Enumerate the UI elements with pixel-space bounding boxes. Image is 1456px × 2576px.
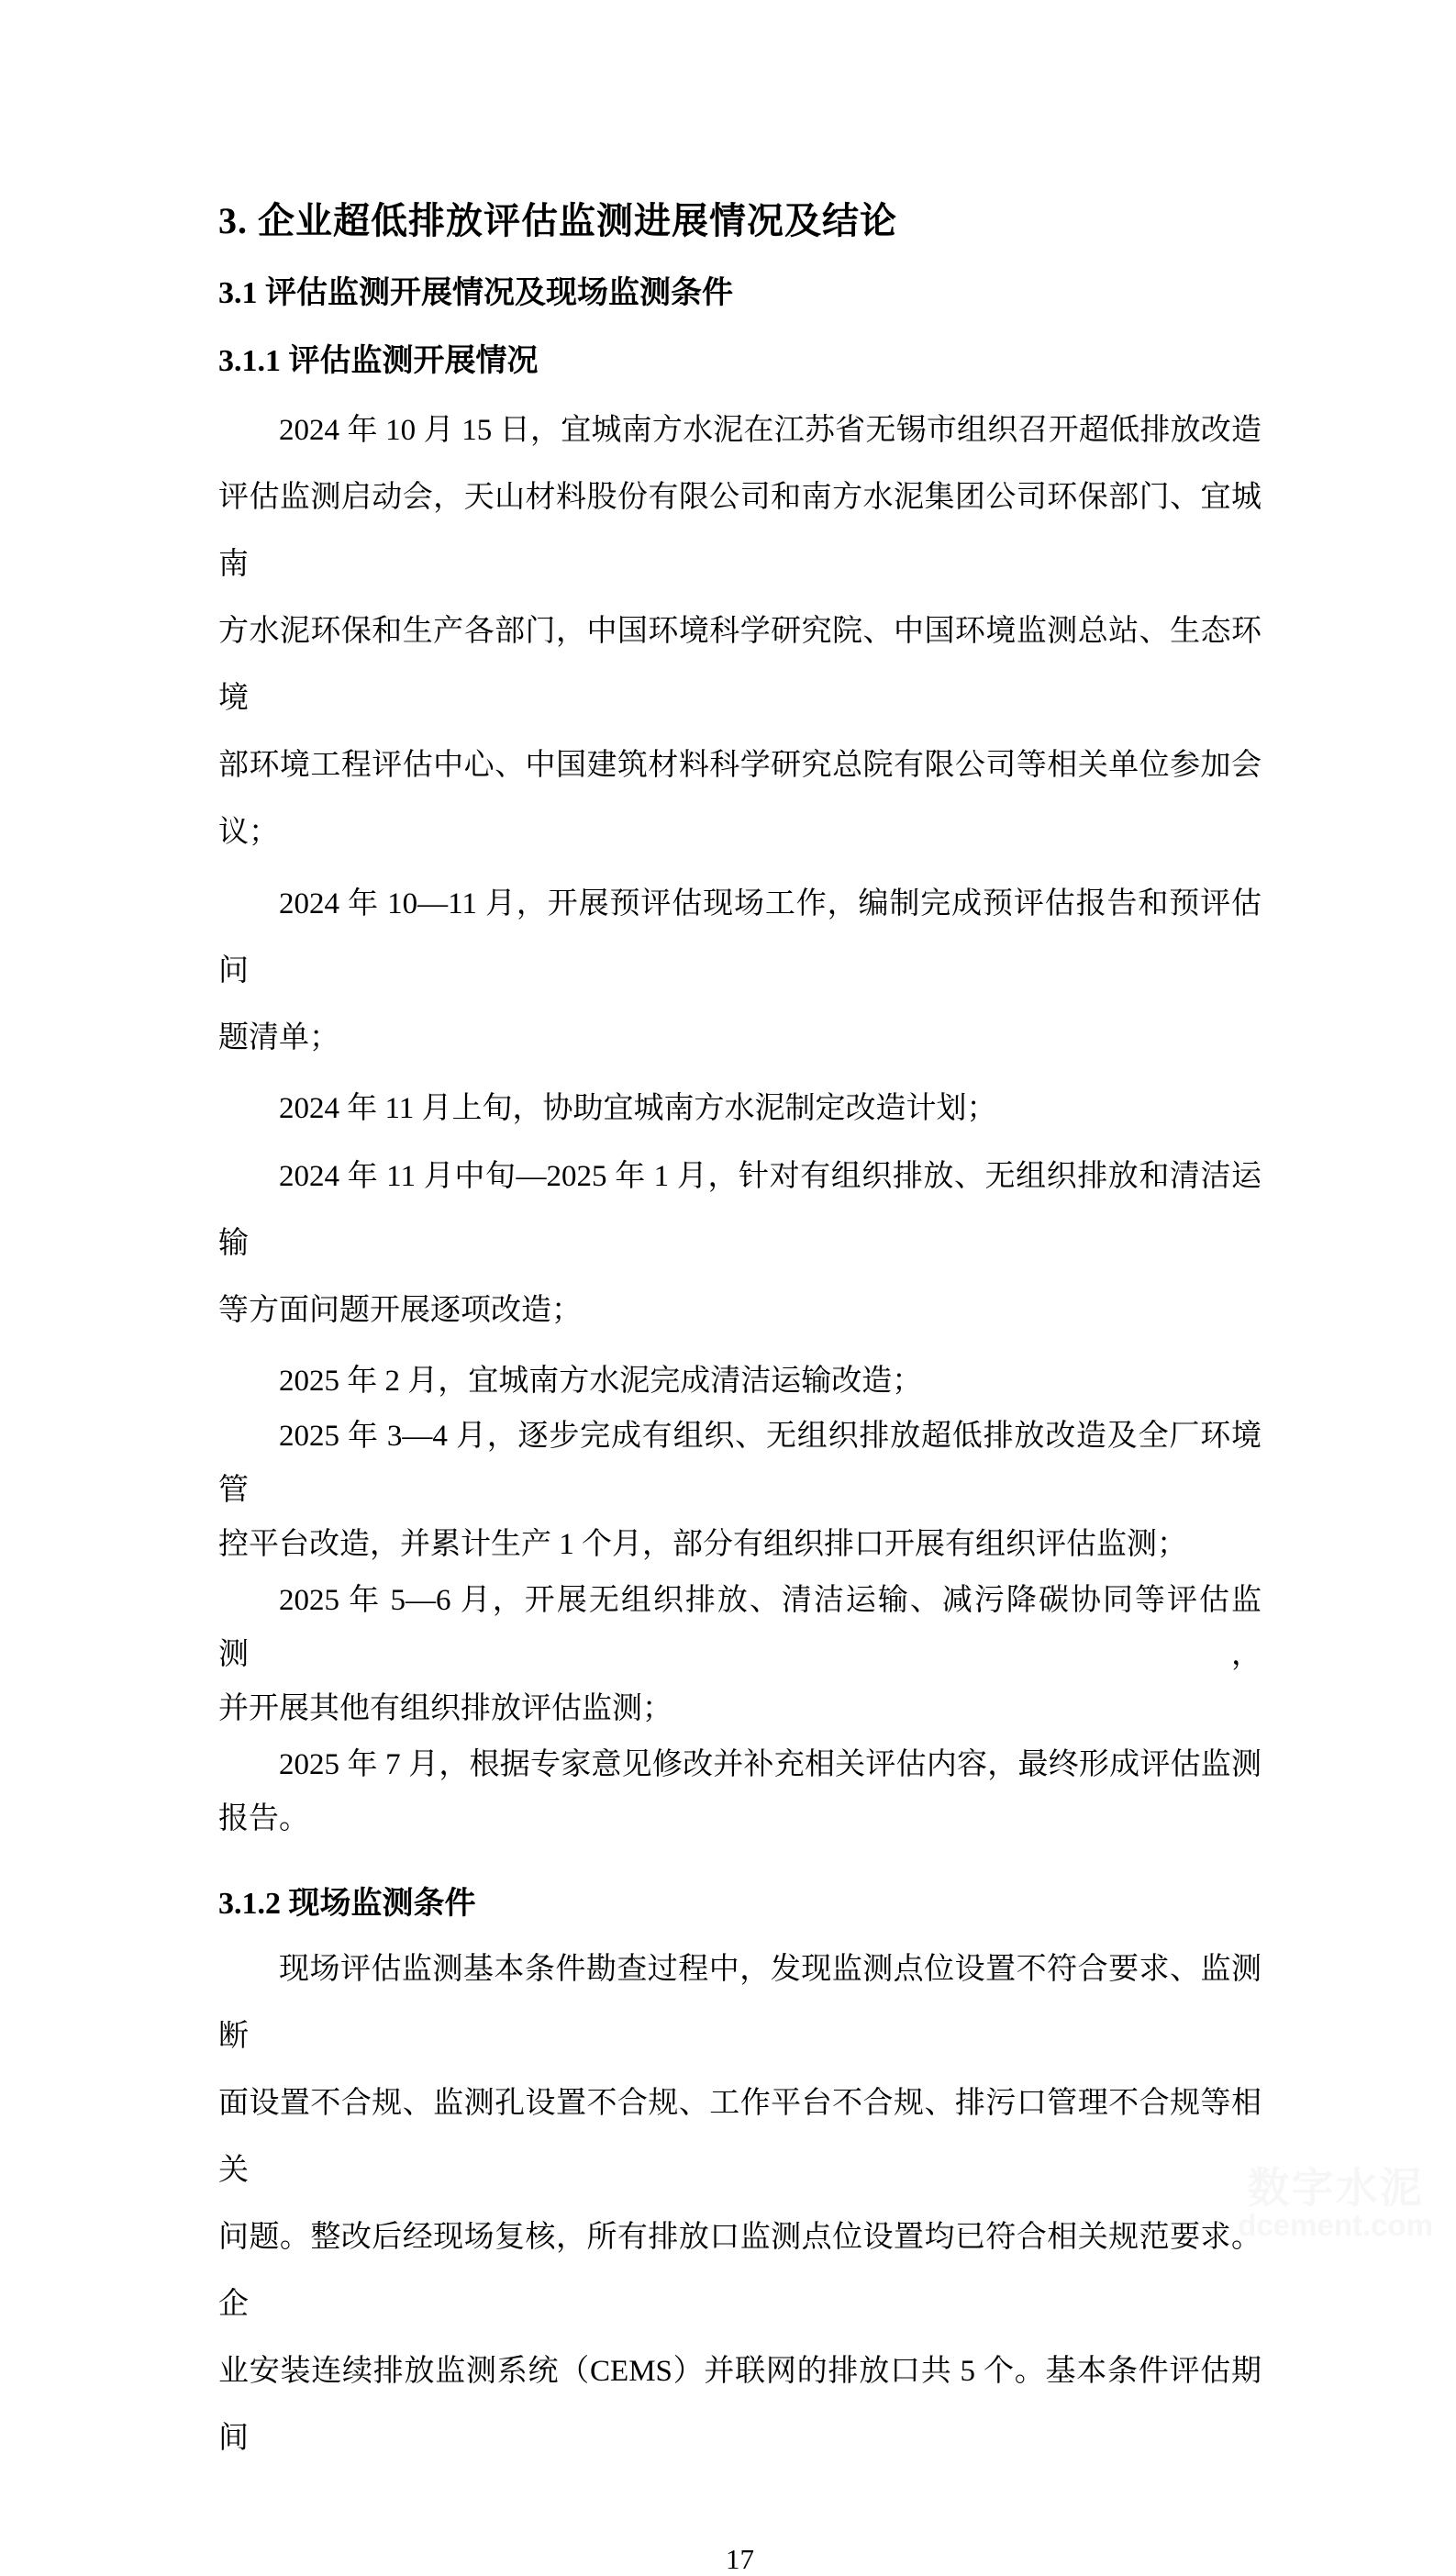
- text-line: 部环境工程评估中心、中国建筑材料科学研究总院有限公司等相关单位参加会: [218, 749, 1261, 782]
- text-line: 2024 年 11 月上旬，协助宜城南方水泥制定改造计划；: [279, 1092, 997, 1125]
- text-line: 面设置不合规、监测孔设置不合规、工作平台不合规、排污口管理不合规等相关: [218, 2087, 1261, 2187]
- paragraph-renovation-plan: [218, 1076, 1261, 1143]
- section-heading-3-1: 3.1 评估监测开展情况及现场监测条件: [218, 276, 733, 310]
- text-line: 2025 年 2 月，宜城南方水泥完成清洁运输改造；: [279, 1365, 923, 1398]
- text-line: 2024 年 11 月中旬—2025 年 1 月，针对有组织排放、无组织排放和清洁运输: [218, 1160, 1261, 1260]
- text-line: 控平台改造，并累计生产 1 个月，部分有组织排口开展有组织评估监测；: [218, 1528, 1187, 1561]
- paragraph-final-report: [218, 1738, 1261, 1846]
- text-line: 题清单；: [218, 1021, 339, 1054]
- text-line: 业安装连续排放监测系统（CEMS）并联网的排放口共 5 个。基本条件评估期间: [218, 2355, 1261, 2455]
- text-line: 议；: [218, 816, 279, 849]
- page-number: 17: [726, 2543, 754, 2575]
- document-page: [0, 199, 1456, 2575]
- text-line: 报告。: [218, 1802, 309, 1835]
- text-line: 等方面问题开展逐项改造；: [218, 1294, 582, 1327]
- paragraph-site-conditions: [218, 1936, 1261, 2472]
- paragraph-kickoff-meeting: [218, 397, 1261, 866]
- text-line: 2025 年 3—4 月，逐步完成有组织、无组织排放超低排放改造及全厂环境管: [218, 1420, 1261, 1507]
- paragraph-item-renovation: [218, 1143, 1261, 1344]
- paragraph-clean-transport: [218, 1355, 1261, 1409]
- text-line: 并开展其他有组织排放评估监测；: [218, 1692, 672, 1725]
- watermark-logo-text: 数字水泥: [1247, 2164, 1424, 2212]
- text-line: 问题。整改后经现场复核，所有排放口监测点位设置均已符合相关规范要求。企: [218, 2221, 1261, 2321]
- text-line: 现场评估监测基本条件勘查过程中，发现监测点位设置不符合要求、监测断: [218, 1953, 1261, 2053]
- text-line: 评估监测启动会，天山材料股份有限公司和南方水泥集团公司环保部门、宜城南: [218, 481, 1261, 581]
- watermark-site-text: dcement.com: [1238, 2208, 1433, 2242]
- text-line: 2025 年 5—6 月，开展无组织排放、清洁运输、减污降碳协同等评估监测，: [218, 1584, 1261, 1671]
- paragraph-platform-renovation: [218, 1410, 1261, 1572]
- watermark: [1238, 2166, 1433, 2241]
- subsection-heading-3-1-2: 3.1.2 现场监测条件: [218, 1887, 476, 1921]
- text-line: 2025 年 7 月，根据专家意见修改并补充相关评估内容，最终形成评估监测: [279, 1748, 1261, 1781]
- text-line: 2024 年 10 月 15 日，宜城南方水泥在江苏省无锡市组织召开超低排放改造: [279, 414, 1261, 447]
- paragraph-pre-evaluation: [218, 871, 1261, 1072]
- chapter-heading: 3. 企业超低排放评估监测进展情况及结论: [218, 200, 897, 241]
- subsection-heading-3-1-1: 3.1.1 评估监测开展情况: [218, 344, 539, 378]
- paragraph-monitoring-2025-5-6: [218, 1574, 1261, 1736]
- text-line: 方水泥环保和生产各部门，中国环境科学研究院、中国环境监测总站、生态环境: [218, 615, 1261, 715]
- text-line: 2024 年 10—11 月，开展预评估现场工作，编制完成预评估报告和预评估问: [218, 887, 1261, 987]
